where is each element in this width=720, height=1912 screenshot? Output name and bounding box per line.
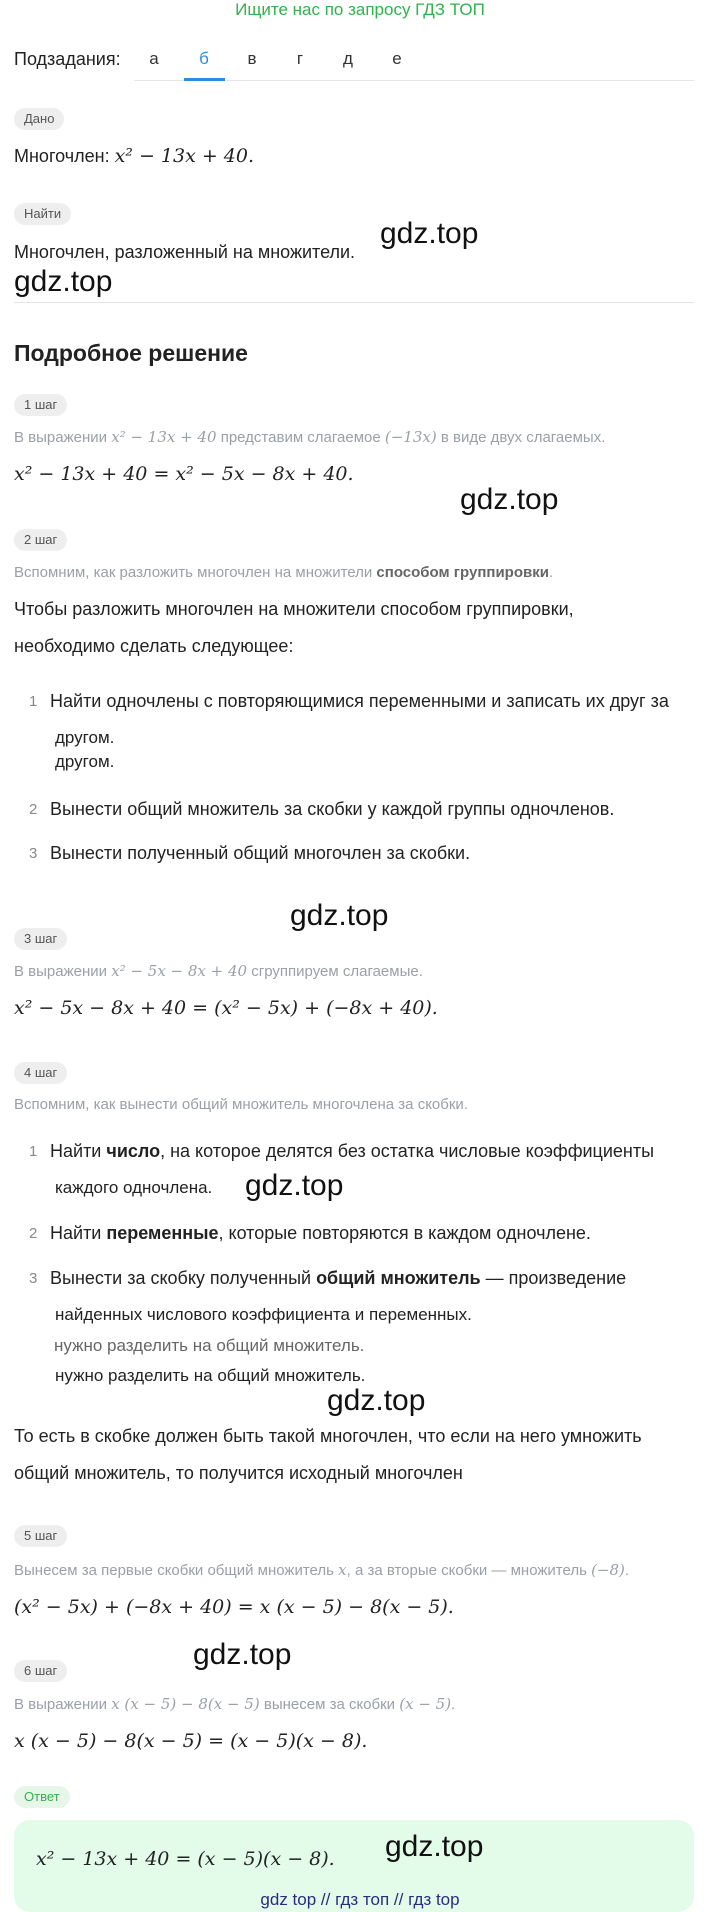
step-badge: 2 шаг (14, 529, 67, 551)
list-item-cont: другом. (55, 728, 115, 747)
paragraph: необходимо сделать следующее: (14, 636, 294, 656)
lead-text: в виде двух слагаемых. (436, 429, 606, 446)
step-badge: 1 шаг (14, 394, 67, 416)
list-item (50, 1268, 626, 1289)
step-badge: 4 шаг (14, 1062, 67, 1084)
tab-a[interactable]: а (149, 49, 159, 68)
step-badge: 3 шаг (14, 928, 67, 950)
step5-lead (14, 1561, 629, 1579)
list-item-cont: каждого одночлена. (55, 1178, 213, 1197)
lead-text: представим слагаемое (216, 429, 385, 446)
answer-formula: x² − 13x + 40 = (x − 5)(x − 8). (36, 1848, 335, 1870)
list-number: 3 (29, 1270, 38, 1287)
lead-text: В выражении (14, 963, 112, 980)
given-prefix: Многочлен: (14, 146, 115, 166)
list-number: 1 (29, 1143, 38, 1160)
item-text: Вынести за скобку полученный (50, 1268, 317, 1288)
given-badge: Дано (14, 108, 64, 130)
lead-expr: x (x − 5) − 8(x − 5) (111, 1695, 260, 1713)
list-item-cont: найденных числового коэффициента и переменных. (55, 1305, 472, 1324)
tab-g[interactable]: г (296, 49, 304, 68)
footer-links[interactable]: gdz top // гдз топ // гдз top (260, 1890, 460, 1909)
item-text: Найти (50, 1141, 107, 1161)
paragraph: Чтобы разложить многочлен на множители способом группировки, (14, 599, 574, 619)
list-item: Вынести полученный общий многочлен за скобки. (50, 843, 471, 863)
watermark: gdz.top (290, 899, 389, 932)
step1-formula: x² − 13x + 40 = x² − 5x − 8x + 40. (14, 463, 354, 485)
lead-term: (−13x) (384, 428, 437, 446)
list-item (50, 1223, 591, 1244)
step4-lead: Вспомним, как вынести общий множитель многочлена за скобки. (14, 1096, 468, 1113)
list-item-cont: другом. (55, 752, 115, 771)
find-badge: Найти (14, 203, 71, 225)
list-item: Вынести общий множитель за скобки у каждой группы одночленов. (50, 799, 615, 819)
list-item-cont: нужно разделить на общий множитель. (55, 1366, 366, 1385)
lead-text: вынесем за скобки (259, 1696, 400, 1713)
paragraph: То есть в скобке должен быть такой многочлен, что если на него умножить (14, 1426, 642, 1446)
lead-expr: x (338, 1561, 347, 1579)
answer-badge: Ответ (14, 1786, 70, 1808)
step3-formula: x² − 5x − 8x + 40 = (x² − 5x) + (−8x + 40). (14, 997, 438, 1019)
watermark: gdz.top (460, 483, 559, 516)
step3-lead (14, 962, 423, 980)
watermark: gdz.top (380, 217, 479, 250)
list-number: 2 (29, 801, 38, 818)
divider (14, 302, 694, 303)
item-text: Найти (50, 1223, 107, 1243)
item-bold: общий множитель (316, 1268, 481, 1288)
list-item: Найти одночлены с повторяющимися переменными и записать их друг за (50, 691, 669, 711)
watermark: gdz.top (385, 1830, 484, 1863)
given-text (14, 145, 254, 167)
lead-text: . (624, 1562, 630, 1579)
list-number: 3 (29, 845, 38, 862)
lead-bold: способом группировки (376, 564, 549, 581)
lead-text: . (548, 564, 554, 581)
lead-text: В выражении (14, 1696, 112, 1713)
lead-expr: x² − 5x − 8x + 40 (111, 962, 248, 980)
item-bold: число (106, 1141, 161, 1161)
lead-text: В выражении (14, 429, 112, 446)
lead-text: сгруппируем слагаемые. (247, 963, 423, 980)
find-text: Многочлен, разложенный на множители. (14, 242, 356, 262)
tab-v[interactable]: в (247, 49, 257, 68)
watermark: gdz.top (193, 1638, 292, 1671)
lead-expr: x² − 13x + 40 (111, 428, 217, 446)
paragraph: общий множитель, то получится исходный многочлен (14, 1463, 463, 1483)
step2-lead (14, 564, 553, 581)
tab-e[interactable]: е (392, 49, 402, 68)
item-text: — произведение (480, 1268, 627, 1288)
lead-text: . (451, 1696, 456, 1713)
clipped-line (14, 1336, 704, 1356)
subtasks-label: Подзадания: (14, 49, 121, 69)
step6-formula: x (x − 5) − 8(x − 5) = (x − 5)(x − 8). (14, 1730, 368, 1752)
watermark: gdz.top (327, 1384, 426, 1417)
subtask-tabs (134, 40, 694, 81)
solution-title: Подробное решение (14, 340, 248, 366)
step6-lead (14, 1695, 455, 1713)
lead-term: (x − 5) (399, 1695, 452, 1713)
tab-d[interactable]: д (343, 49, 353, 68)
step-badge: 5 шаг (14, 1525, 67, 1547)
step-badge: 6 шаг (14, 1660, 67, 1682)
list-item (50, 1141, 654, 1162)
tab-b[interactable]: б (199, 49, 209, 68)
lead-text: , а за вторые скобки — множитель (346, 1562, 592, 1579)
step5-formula: (x² − 5x) + (−8x + 40) = x (x − 5) − 8(x − 5). (14, 1596, 454, 1618)
list-number: 2 (29, 1225, 38, 1242)
search-banner[interactable]: Ищите нас по запросу ГДЗ ТОП (235, 0, 485, 19)
item-text: , которые повторяются в каждом одночлене. (218, 1223, 591, 1243)
clipped-text: нужно разделить на общий множитель. (54, 1336, 365, 1355)
given-formula: x² − 13x + 40. (114, 145, 255, 167)
lead-term: (−8) (591, 1561, 625, 1579)
lead-text: Вынесем за первые скобки общий множитель (14, 1562, 339, 1579)
active-tab-indicator (184, 78, 225, 81)
item-text: , на которое делятся без остатка числовые коэффициенты (160, 1141, 655, 1161)
list-number: 1 (29, 693, 38, 710)
step1-lead (14, 428, 605, 446)
watermark: gdz.top (245, 1169, 344, 1202)
item-bold: переменные (106, 1223, 219, 1243)
watermark: gdz.top (14, 265, 113, 298)
lead-text: Вспомним, как разложить многочлен на множители (14, 564, 377, 581)
